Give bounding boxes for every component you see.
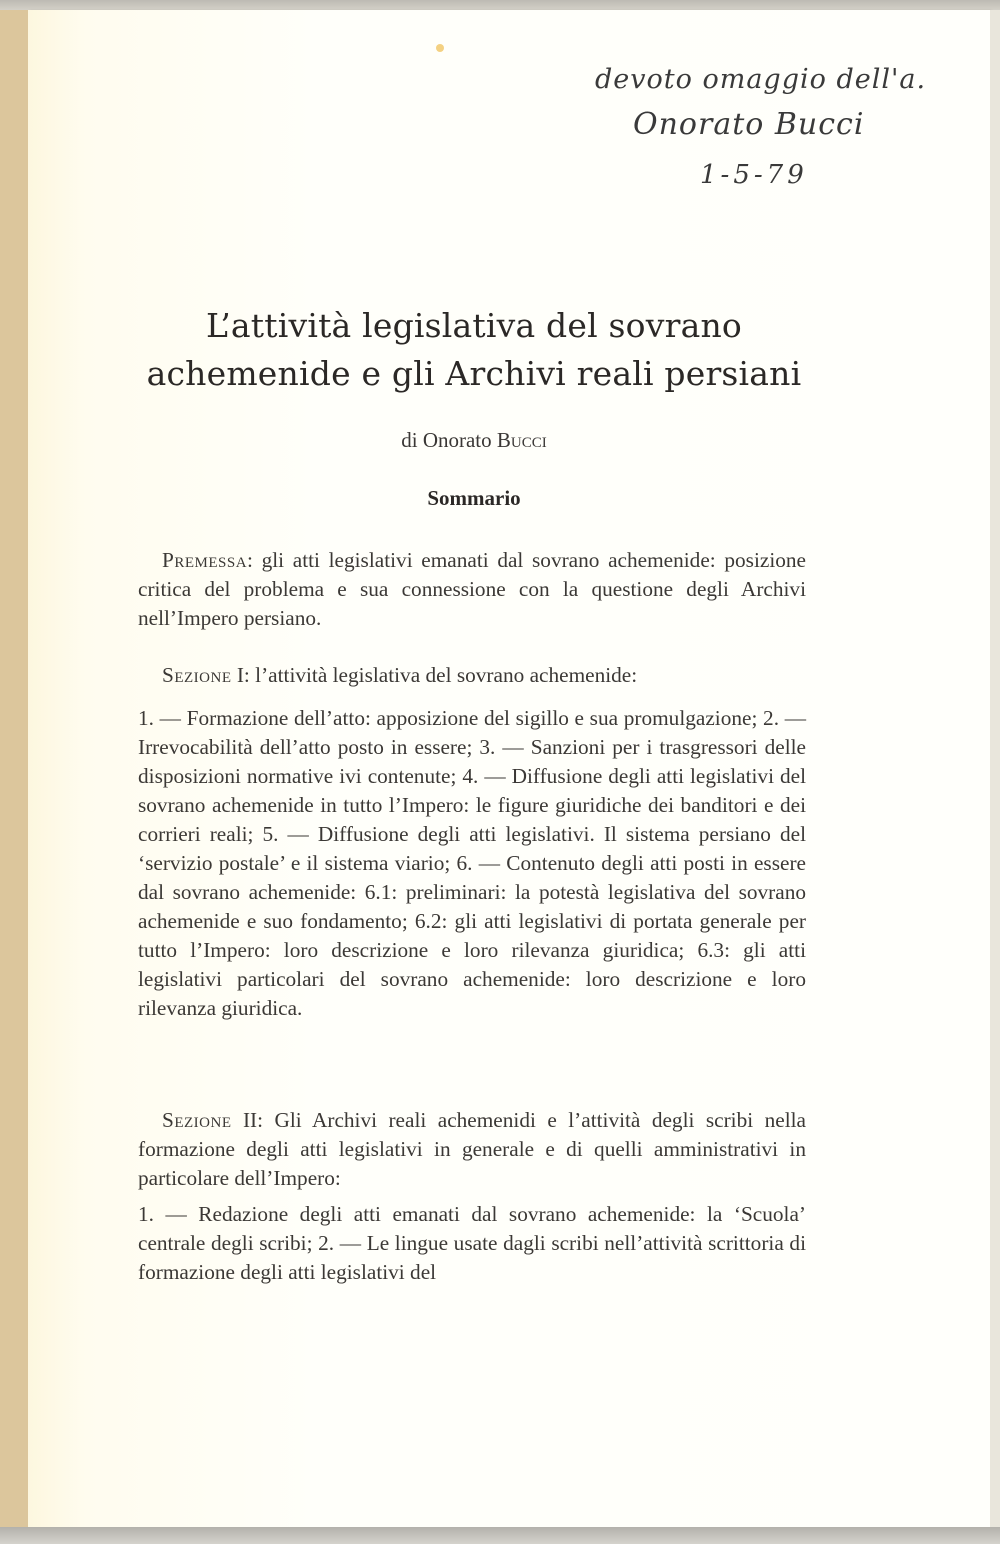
sezione2-items: 1. — Redazione degli atti emanati dal sovrano achemenide: la ‘Scuola’ centrale degli scribi; 2. — Le lingue usate dagli scribi nell’attività scrittoria di formazione degli atti legislativi del: [138, 1202, 806, 1284]
article-title-line1: L’attività legislativa del sovrano: [206, 306, 742, 345]
sezione2-label: Sezione: [162, 1108, 232, 1132]
premessa-label: Premessa: [162, 548, 248, 572]
scan-bottom-border: [0, 1527, 1000, 1544]
page-right-edge: [990, 10, 1000, 1527]
handwritten-dedication-line1: devoto omaggio dell'a.: [595, 64, 927, 95]
premessa-text: : gli atti legislativi emanati dal sovrano achemenide: posizione critica del problema e sua connessione con la questione degli Archivi nell’Impero persiano.: [138, 548, 806, 630]
byline-surname: Bucci: [496, 428, 547, 452]
byline: [140, 428, 808, 453]
handwritten-date: 1-5-79: [700, 160, 808, 190]
sezione1-text: I: l’attività legislativa del sovrano achemenide:: [231, 663, 638, 687]
sezione2-heading: [138, 1106, 806, 1193]
byline-prefix: di Onorato: [401, 428, 492, 452]
handwritten-signature: Onorato Bucci: [633, 107, 865, 142]
sezione1-label: Sezione: [162, 663, 232, 687]
summary-heading: Sommario: [427, 486, 521, 510]
paper-stain: [436, 44, 444, 52]
article-title-line2: achemenide e gli Archivi reali persiani: [146, 354, 802, 393]
cover-edge-strip: [0, 10, 28, 1528]
premessa-paragraph: [138, 546, 806, 633]
sezione1-items: 1. — Formazione dell’atto: apposizione del sigillo e sua promulgazione; 2. — Irrevocabilità dell’atto posto in essere; 3. — Sanzioni per i trasgressori delle disposizioni normative ivi contenute; 4. — Diffusione degli atti legislativi del sovrano achemenide in tutto l’Impero: le figure giuridiche dei banditori e dei corrieri reali; 5. — Diffusione degli atti legislativi. Il sistema persiano del ‘servizio postale’ e il sistema viario; 6. — Contenuto degli atti posti in essere dal sovrano achemenide: 6.1: preliminari: la potestà legislativa del sovrano achemenide e suo fondamento; 6.2: gli atti legislativi di portata generale per tutto l’Impero: loro descrizione e loro rilevanza giuridica; 6.3: gli atti legislativi particolari del sovrano achemenide: loro descrizione e loro rilevanza giuridica.: [138, 706, 806, 1020]
sezione2-text: II: Gli Archivi reali achemenidi e l’attività degli scribi nella formazione degli atti legislativi in generale e di quelli amministrativi in particolare dell’Impero:: [138, 1108, 806, 1190]
sezione1-heading: [138, 661, 806, 690]
